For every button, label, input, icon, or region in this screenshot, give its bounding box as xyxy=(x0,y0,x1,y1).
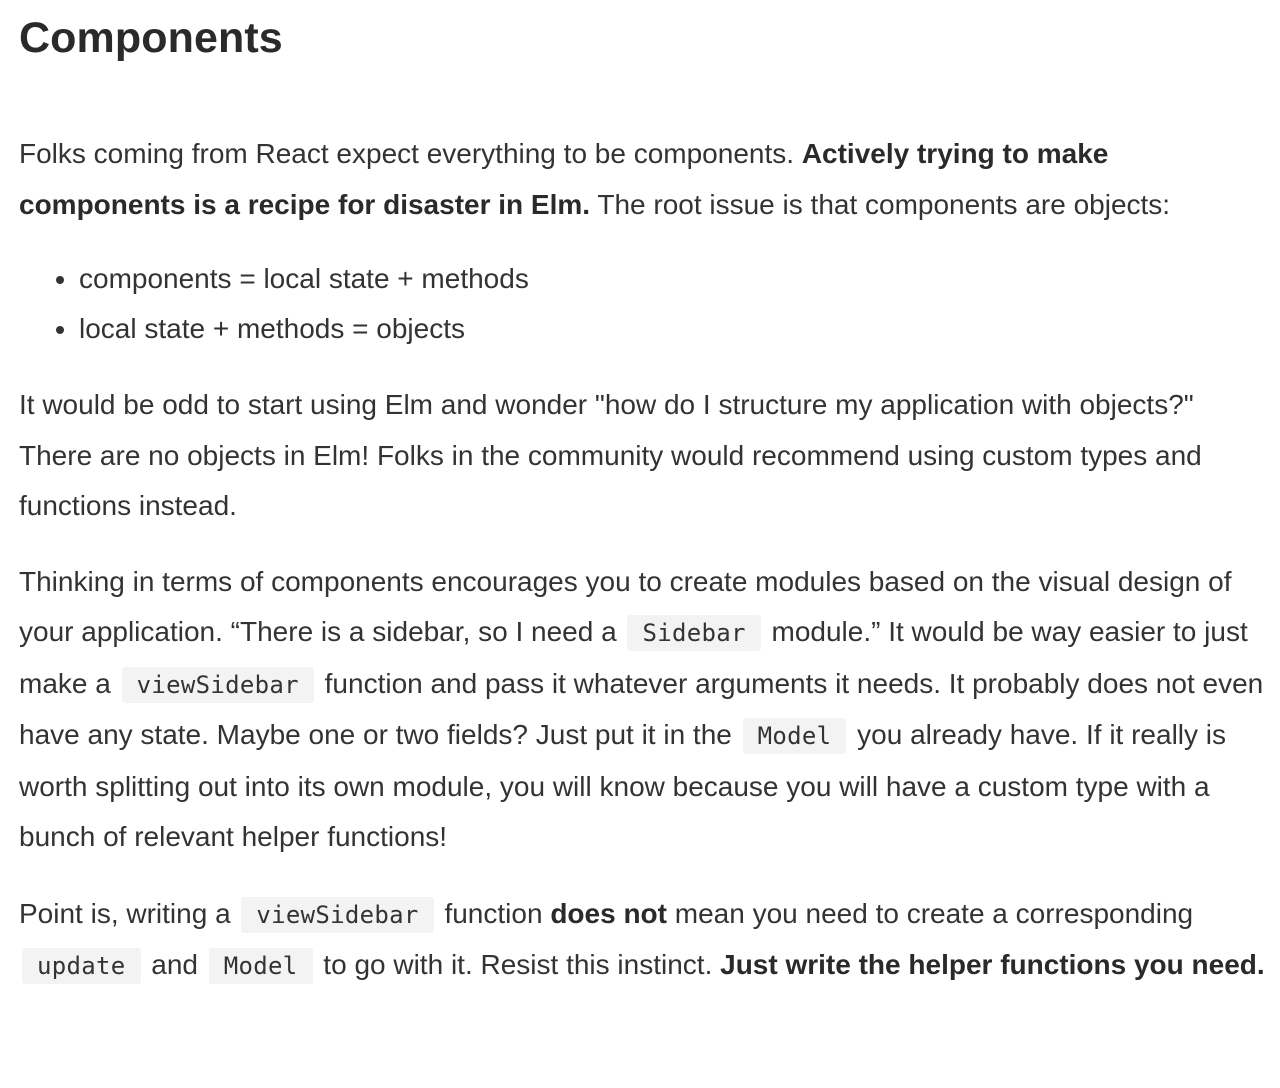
inline-code-viewsidebar: viewSidebar xyxy=(241,897,433,933)
intro-text-end: The root issue is that components are objects: xyxy=(590,188,1171,220)
equation-list xyxy=(19,254,1271,354)
paragraph-text: function and pass it whatever arguments it needs. It probably does not even have any state. Maybe one or two fields? Just put it in the xyxy=(19,667,1264,750)
inline-code-model: Model xyxy=(743,718,847,754)
paragraph-text: you already have. If it really is worth splitting out into its own module, you will know because you will have a custom type with a bunch of relevant helper functions! xyxy=(19,719,1227,852)
inline-code-model: Model xyxy=(209,948,313,984)
bold-does-not: does not xyxy=(550,897,667,929)
objects-text: It would be odd to start using Elm and wonder "how do I structure my application with objects?" There are no objects in Elm! Folks in the community would recommend using custom types and functions instead. xyxy=(19,389,1202,521)
intro-paragraph xyxy=(19,129,1271,230)
list-item: • local state + methods = objects xyxy=(79,304,1271,354)
intro-bold-warning: Actively trying to make components is a recipe for disaster in Elm. xyxy=(19,138,1109,220)
inline-code-viewsidebar: viewSidebar xyxy=(122,667,314,703)
inline-code-update: update xyxy=(22,948,141,984)
paragraph-text: function xyxy=(436,897,551,929)
inline-code-sidebar: Sidebar xyxy=(627,615,760,651)
paragraph-text: mean you need to create a corresponding xyxy=(666,897,1194,929)
paragraph-text: and xyxy=(143,949,206,980)
conclusion-paragraph xyxy=(19,889,1271,992)
paragraph-text: Thinking in terms of components encourages you to create modules based on the visual design of your application. “There is a sidebar, so I need a xyxy=(19,565,1232,647)
paragraph-text: to go with it. Resist this instinct. xyxy=(315,949,721,980)
objects-paragraph xyxy=(19,380,1271,532)
visual-design-paragraph xyxy=(19,557,1271,863)
paragraph-text: Point is, writing a xyxy=(19,897,239,929)
bold-conclusion: Just write the helper functions you need. xyxy=(720,949,1265,980)
intro-text: Folks coming from React expect everything to be components. xyxy=(19,138,802,169)
section-heading: Components xyxy=(19,14,283,62)
list-item: • components = local state + methods xyxy=(79,254,1271,304)
paragraph-text: module.” It would be way easier to just make a xyxy=(19,616,1248,699)
